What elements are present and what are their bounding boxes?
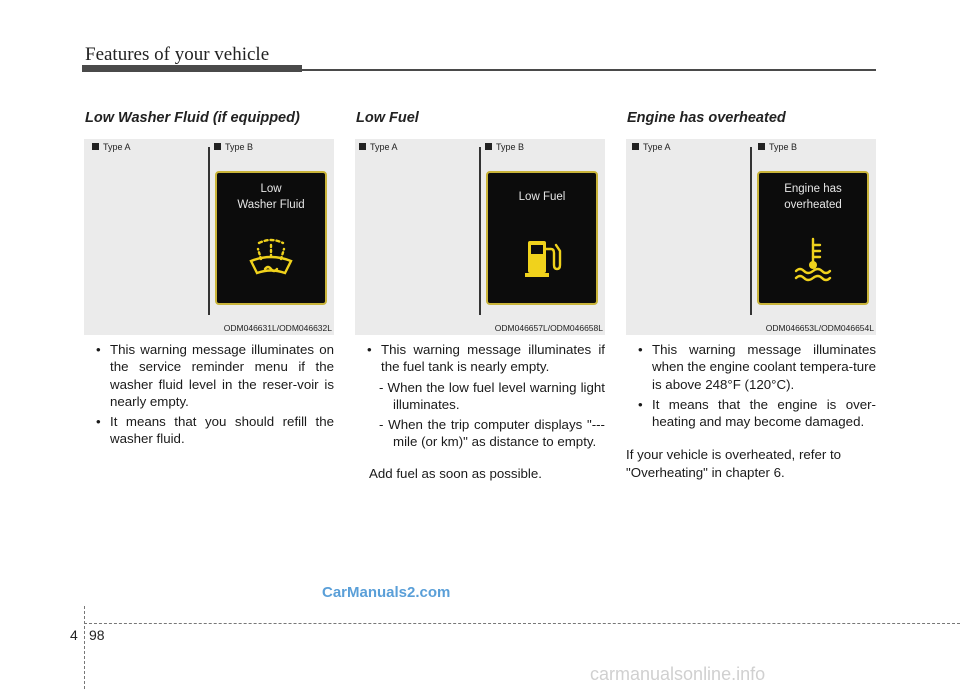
type-a-label: Type A xyxy=(92,142,131,152)
warning-panel xyxy=(757,171,869,305)
panel-text-line-1: Low xyxy=(260,183,282,195)
body-text xyxy=(355,341,605,482)
bullet-item: • It means that you should refill the washer fluid. xyxy=(84,413,334,448)
figure-divider xyxy=(479,147,481,315)
figure-code: ODM046657L/ODM046658L xyxy=(494,323,603,333)
type-a-label: Type A xyxy=(632,142,671,152)
warning-panel xyxy=(486,171,598,305)
fuel-pump-icon xyxy=(488,235,596,284)
closing-paragraph: Add fuel as soon as possible. xyxy=(369,465,542,481)
type-a-label: Type A xyxy=(359,142,398,152)
panel-text-line-2: Washer Fluid xyxy=(237,199,305,211)
panel-text-line-1: Engine has xyxy=(784,183,842,195)
footer-vertical-rule xyxy=(84,606,85,689)
section-title: Engine has overheated xyxy=(627,110,786,126)
body-text xyxy=(626,341,876,481)
type-b-label: Type B xyxy=(758,142,797,152)
site-watermark: carmanualsonline.info xyxy=(590,664,766,684)
figure-code: ODM046631L/ODM046632L xyxy=(223,323,332,333)
closing-paragraph: If your vehicle is overheated, refer to "Overheating" in chapter 6. xyxy=(626,447,842,480)
bullet-item: • This warning message illuminates if the fuel tank is nearly empty. xyxy=(355,341,605,376)
page-number: 98 xyxy=(89,627,105,643)
section-title: Low Fuel xyxy=(356,110,419,126)
figure xyxy=(355,139,605,335)
page-header-title: Features of your vehicle xyxy=(85,44,270,65)
footer-rule xyxy=(84,623,960,624)
type-b-label: Type B xyxy=(214,142,253,152)
header-bar xyxy=(82,65,302,72)
figure xyxy=(84,139,334,335)
watermark-link[interactable]: CarManuals2.com xyxy=(322,584,451,601)
bullet-item: • This warning message illuminates on the service reminder menu if the washer fluid level in the reser-voir is nearly empty. xyxy=(84,341,334,410)
bullet-item: • It means that the engine is over-heating and may become damaged. xyxy=(626,396,876,431)
figure-code: ODM046653L/ODM046654L xyxy=(765,323,874,333)
dash-item: - When the trip computer displays "--- mile (or km)" as distance to empty. xyxy=(379,417,605,450)
figure-divider xyxy=(750,147,752,315)
chapter-number: 4 xyxy=(70,627,78,643)
type-b-label: Type B xyxy=(485,142,524,152)
section-title: Low Washer Fluid (if equipped) xyxy=(85,110,300,126)
warning-panel xyxy=(215,171,327,305)
panel-text-line-1: Low Fuel xyxy=(518,191,566,203)
header-rule xyxy=(302,69,876,71)
dash-item: - When the low fuel level warning light illuminates. xyxy=(379,379,605,412)
coolant-temperature-icon xyxy=(759,235,867,288)
figure xyxy=(626,139,876,335)
bullet-item: • This warning message illuminates when the engine coolant tempera-ture is above 248°F (120°C). xyxy=(626,341,876,393)
body-text xyxy=(84,341,334,451)
panel-text-line-2: overheated xyxy=(784,199,842,211)
figure-divider xyxy=(208,147,210,315)
washer-fluid-icon xyxy=(217,235,325,288)
